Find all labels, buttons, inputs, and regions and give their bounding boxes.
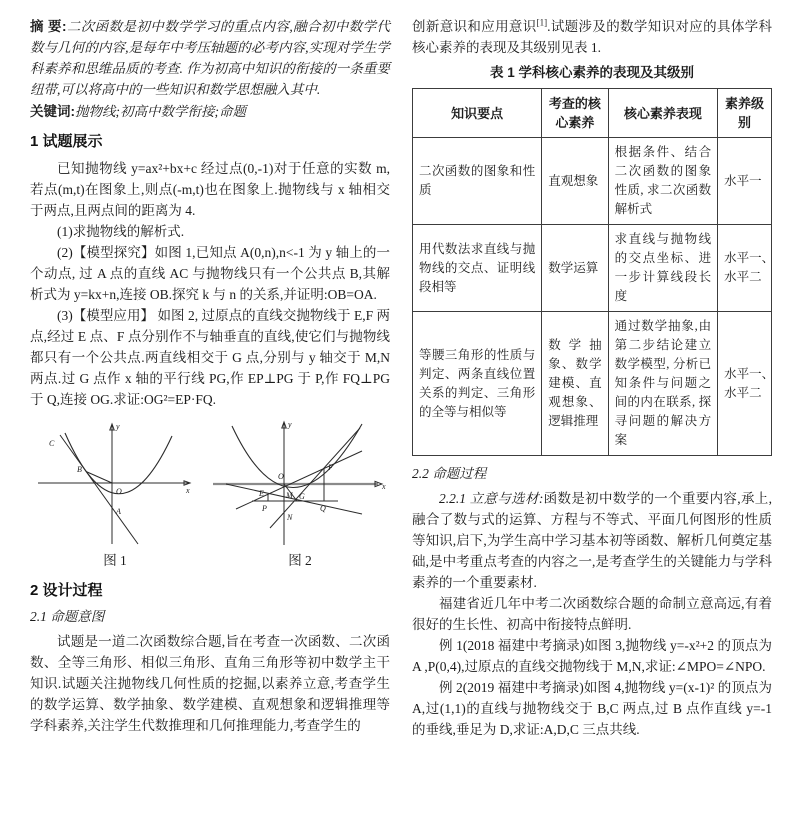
section-2-1-heading: 2.1 命题意图 [30,609,105,624]
abstract-label: 摘 要: [30,19,67,34]
fig2-label-F: F [328,463,333,472]
problem-item-1: (1)求抛物线的解析式. [57,224,185,239]
section-2-2-1-paragraph [412,488,772,593]
problem-item-2: (2)【模型探究】如图 1,已知点 A(0,n),n<-1 为 y 轴上的一个动点, 过 A 点的直线 AC 与抛物线只有一个公共点 B,其解析式为 y=kx+n,连接 OB.探究 k 与 n 的关系,并证明:OB=OA. [30,245,390,302]
cell-performance-3: 通过数学抽象,由第二步结论建立数学模型, 分析已知条件与问题之间的内在联系, 探寻问题的解决方案 [608,312,717,456]
section-2-2-heading: 2.2 命题过程 [412,466,487,481]
cell-competency-2: 数学运算 [542,225,608,312]
figure-1 [30,418,200,571]
section-2-2-1-lead: 2.2.1 立意与选材: [439,491,544,506]
fig2-x-axis-label: x [382,482,386,491]
col-header-competency: 考查的核心素养 [542,89,608,138]
section-2-heading: 2 设计过程 [30,582,103,599]
citation-ref: [1] [536,17,548,28]
continuation-text-pre: 创新意识和应用意识 [412,19,537,34]
cell-level-1: 水平一 [718,138,772,225]
cell-knowledge-1: 二次函数的图象和性质 [413,138,542,225]
continuation-paragraph [412,16,772,58]
col-header-performance: 核心素养表现 [608,89,717,138]
fig2-label-Q: Q [320,504,326,513]
section-1-heading: 1 试题展示 [30,133,103,150]
example-1-paragraph: 例 1(2018 福建中考摘录)如图 3,抛物线 y=-x²+2 的顶点为 A ,P(0,4),过原点的直线交抛物线于 M,N,求证:∠MPO=∠NPO. [412,638,772,674]
table-header-row [413,89,772,138]
abstract-text: 二次函数是初中数学学习的重点内容,融合初中数学代数与几何的内容,是每年中考压轴题的必考内容,实现对学生学科素养和思维品质的考查. 作为初高中知识的衔接的一条重要纽带,可以将高中的一些知识和数学思想融入其中. [30,19,391,97]
cell-level-3: 水平一、水平二 [718,312,772,456]
fig2-label-P: P [262,504,267,513]
fig1-label-B: B [77,465,82,474]
cell-knowledge-2: 用代数法求直线与抛物线的交点、证明线段相等 [413,225,542,312]
left-column [30,16,390,740]
example-2-paragraph: 例 2(2019 福建中考摘录)如图 4,抛物线 y=(x-1)² 的顶点为 A,过(1,1)的直线与抛物线交于 B,C 两点,过 B 点作直线 y=-1 的垂线,垂足为 D,求证:A,D,C 三点共线. [412,680,772,737]
fig2-label-N: N [287,513,293,522]
fig2-label-E: E [259,489,264,498]
figure-row [30,418,390,571]
fig1-x-axis-label: x [186,486,190,495]
figure-2-plot [210,418,390,548]
section-2-2-1-text: 函数是初中数学的一个重要内容,承上,融合了数与式的运算、方程与不等式、平面几何图形的性质等知识,启下,为学生高中学习基本初等函数、解析几何奠定基础,是中考重点考查的内容之一,是考查学生的关键能力与学科素养的一个重要素材. [412,491,772,590]
cell-level-2: 水平一、水平二 [718,225,772,312]
section-2-1-paragraph: 试题是一道二次函数综合题,旨在考查一次函数、二次函数、全等三角形、相似三角形、直角三角形等初中数学主干知识.试题关注抛物线几何性质的挖掘,以素养立意,考查学生的数学运算、数学抽象、数学建模、直观想象和逻辑推理等学科素养,关注学生代数推理和几何推理能力,考查学生的 [30,634,390,733]
col-header-level: 素养级别 [718,89,772,138]
figure-1-plot [30,418,200,548]
fig2-label-O: O [278,472,284,481]
table-row [413,225,772,312]
fig1-label-C: C [49,439,55,448]
fig2-y-axis-label: y [288,420,292,429]
core-competency-table [412,88,775,456]
cell-performance-1: 根据条件、结合二次函数的图象性质, 求二次函数解析式 [608,138,717,225]
fig1-y-axis-label: y [116,422,120,431]
col-header-knowledge: 知识要点 [413,89,542,138]
fig2-label-G: G [299,492,305,501]
fujian-exam-paragraph: 福建省近几年中考二次函数综合题的命制立意高远,有着很好的生长性、初高中衔接特点鲜明. [412,596,772,632]
fig1-label-O: O [116,487,122,496]
fig2-label-M: M [286,491,293,500]
continuation-text-post: .试题涉及的数学知识对应的具体学科核心素养的表现及其级别见表 1. [412,19,773,55]
fig1-label-A: A [116,507,121,516]
figure-2-caption: 图 2 [288,553,312,568]
cell-performance-2: 求直线与抛物线的交点坐标、进一步计算线段长度 [608,225,717,312]
keywords-label: 关键词: [30,104,75,119]
cell-competency-1: 直观想象 [542,138,608,225]
keywords-paragraph [30,101,390,122]
cell-knowledge-3: 等腰三角形的性质与判定、两条直线位置关系的判定、三角形的全等与相似等 [413,312,542,456]
table-row [413,312,772,456]
table-row [413,138,772,225]
problem-item-3: (3)【模型应用】 如图 2, 过原点的直线交抛物线于 E,F 两点,经过 E 点、F 点分别作不与轴垂直的直线,使它们与抛物线都只有一个公共点.两直线相交于 G 点,分别与 y 轴交于 M,N 两点.过 G 点作 x 轴的平行线 PG,作 EP⊥PG 于 P,作 FQ⊥PG 于 Q,连接 OG.求证:OG²=EP·FQ. [30,308,390,407]
figure-2 [210,418,390,571]
keywords-text: 抛物线;初高中数学衔接;命题 [75,104,246,119]
abstract-paragraph [30,16,390,100]
figure-1-caption: 图 1 [103,553,127,568]
right-column [412,16,775,740]
cell-competency-3: 数学抽象、数学建模、直观想象、逻辑推理 [542,312,608,456]
table-1-caption: 表 1 学科核心素养的表现及其级别 [489,65,694,80]
problem-statement: 已知抛物线 y=ax²+bx+c 经过点(0,-1)对于任意的实数 m,若点(m,t)在图象上,则点(-m,t)也在图象上.抛物线与 x 轴相交于两点,且两点间的距离为 4. [30,161,390,218]
